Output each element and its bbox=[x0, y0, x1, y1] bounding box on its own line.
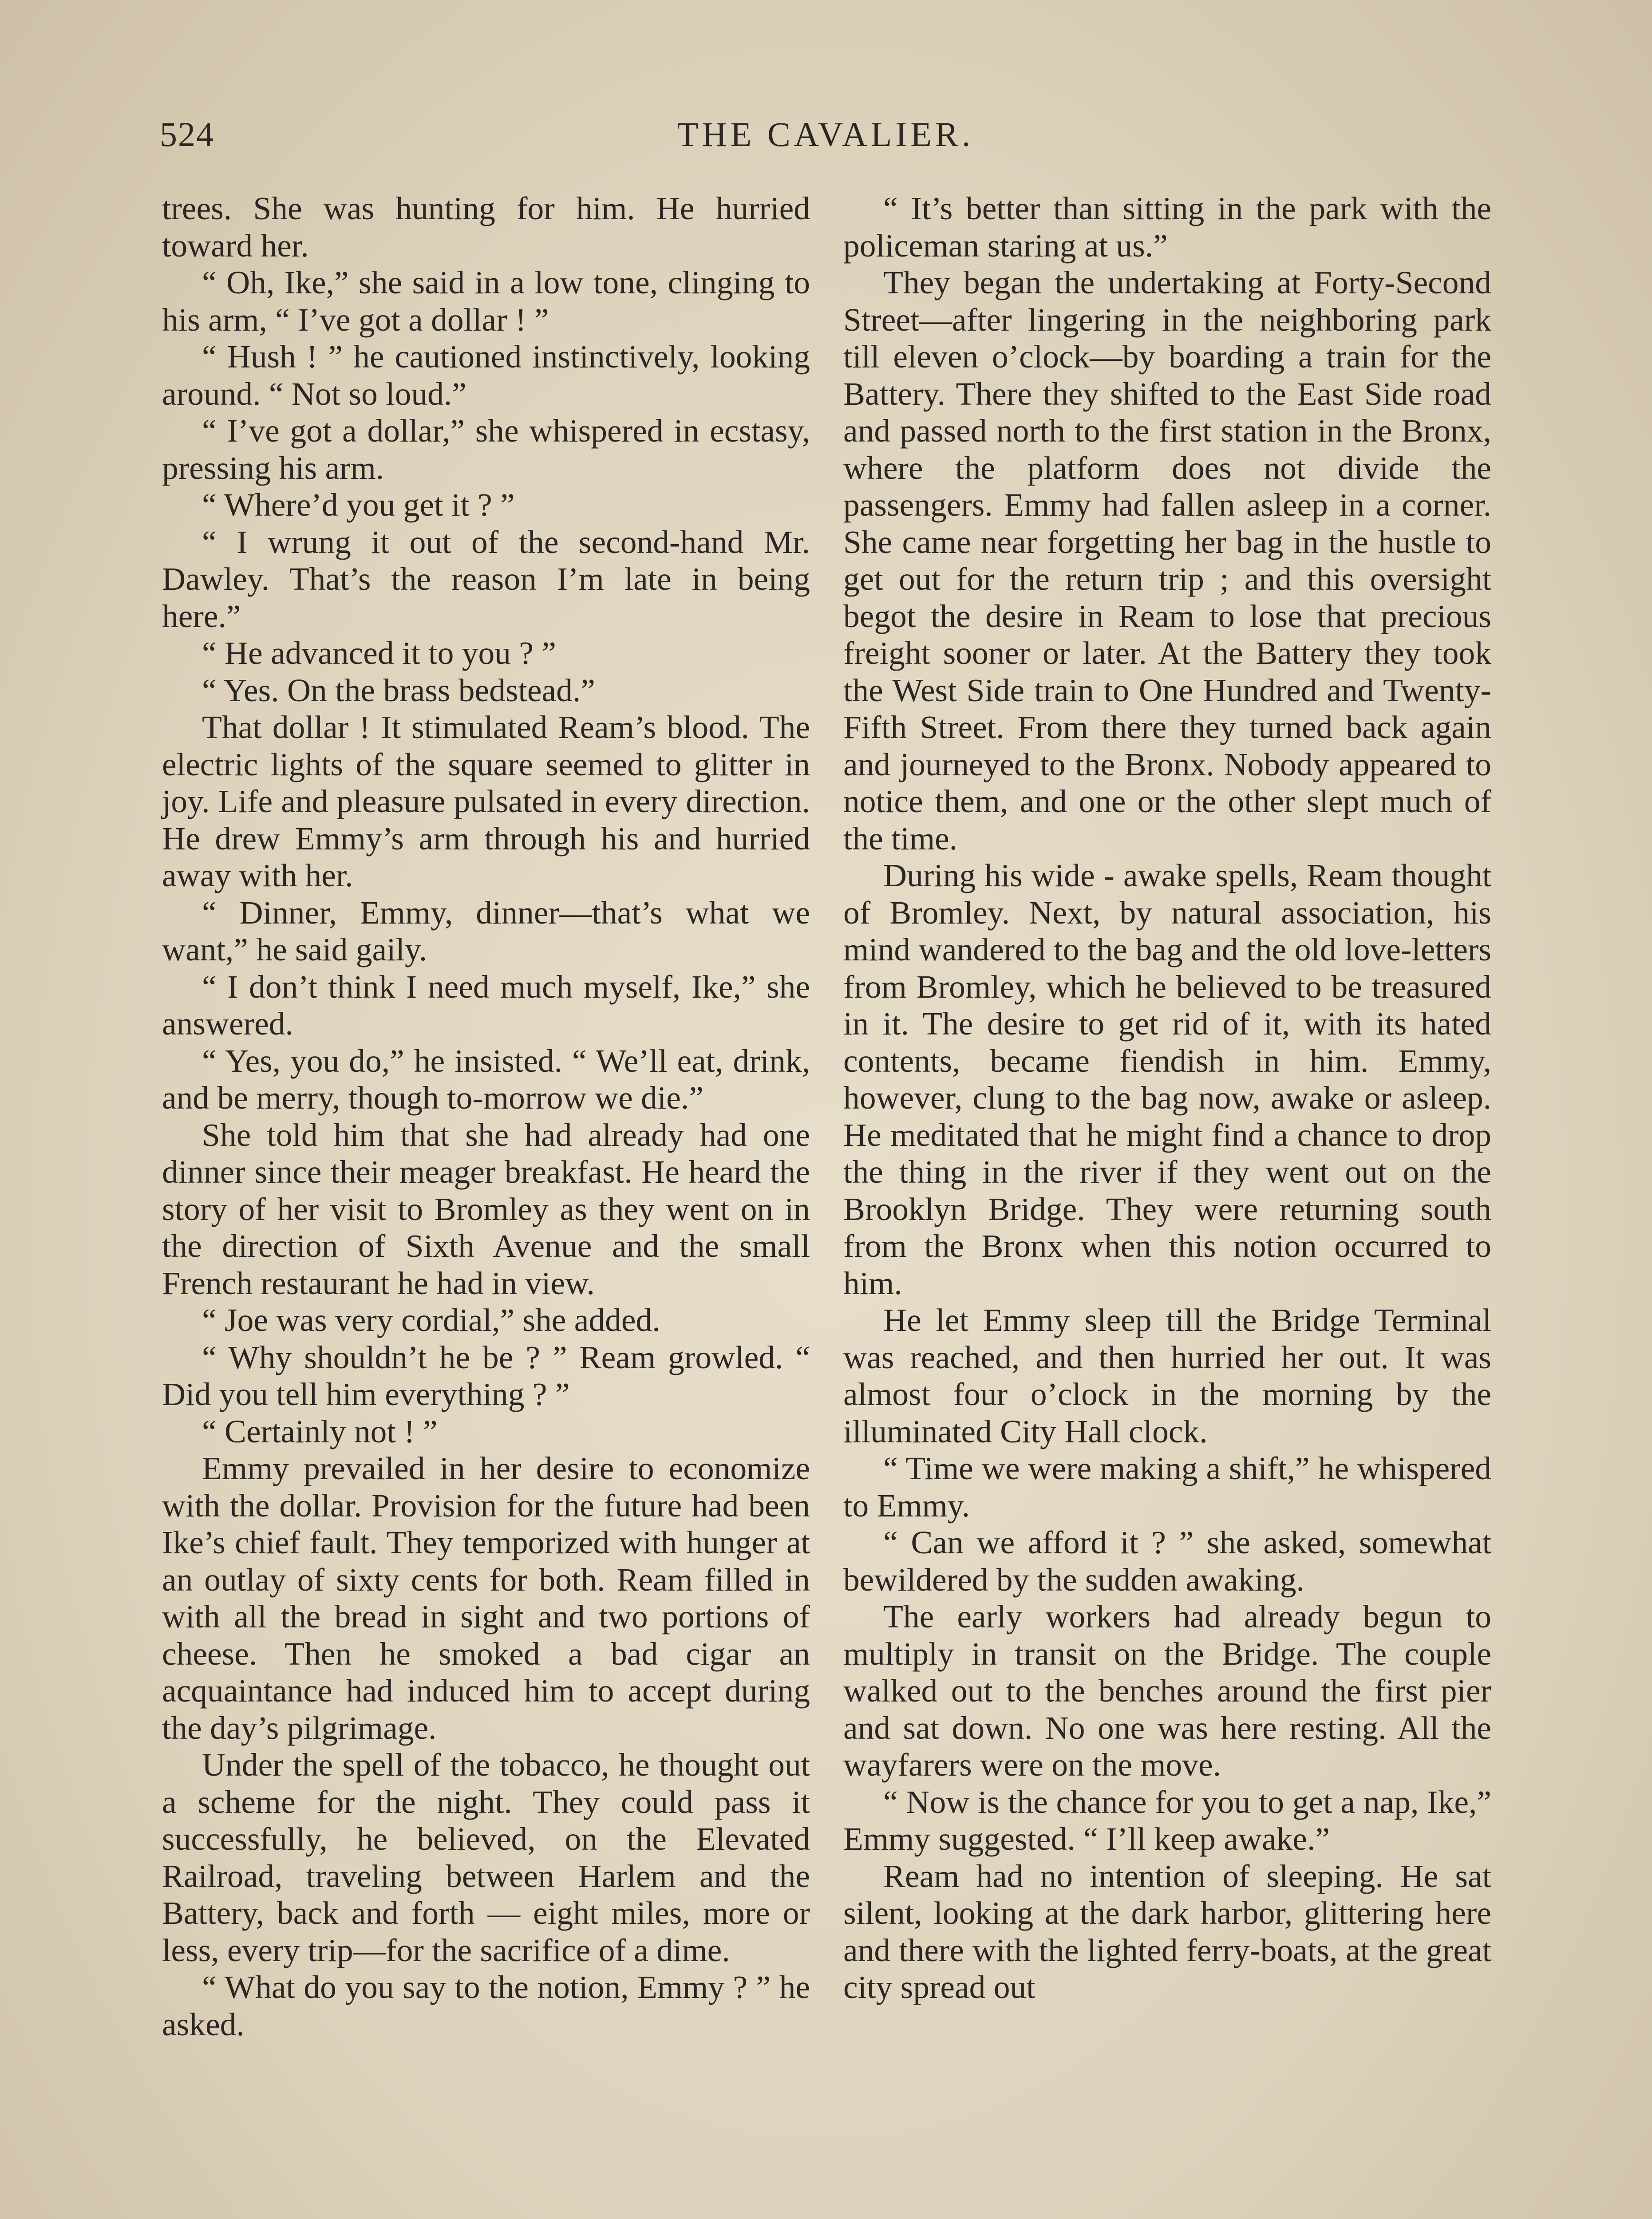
paragraph: Emmy prevailed in her desire to economize with the dollar. Provision for the future had been Ike’s chief fault. They temporized with hunger at an outlay of sixty cents for both. Ream filled in with all the bread in sight and two portions of cheese. Then he smoked a bad cigar an acquaintance had induced him to accept during the day’s pilgrimage. bbox=[162, 1450, 810, 1746]
running-head: THE CAVALIER. bbox=[677, 115, 974, 154]
page-header bbox=[160, 115, 1491, 163]
paragraph: Under the spell of the tobacco, he thought out a scheme for the night. They could pass it successfully, he believed, on the Elevated Railroad, traveling between Harlem and the Battery, back and forth — eight miles, more or less, every trip—for the sacrifice of a dime. bbox=[162, 1747, 810, 1968]
right-column bbox=[843, 190, 1491, 2006]
paragraph: “ Joe was very cordial,” she added. bbox=[202, 1302, 660, 1338]
paragraph: “ Oh, Ike,” she said in a low tone, clinging to his arm, “ I’ve got a dollar ! ” bbox=[162, 265, 810, 338]
paragraph: “ Certainly not ! ” bbox=[202, 1413, 438, 1449]
paragraph: That dollar ! It stimulated Ream’s blood. The electric lights of the square seemed to glitter in joy. Life and pleasure pulsated in every direction. He drew Emmy’s arm through his and hurried away with her. bbox=[162, 709, 810, 893]
paragraph: She told him that she had already had one dinner since their meager breakfast. He heard the story of her visit to Bromley as they went on in the direction of Sixth Avenue and the small French restaurant he had in view. bbox=[162, 1117, 810, 1301]
paragraph: “ Where’d you get it ? ” bbox=[202, 487, 515, 523]
paragraph: “ What do you say to the notion, Emmy ? ” he asked. bbox=[162, 1969, 810, 2042]
paragraph: He let Emmy sleep till the Bridge Terminal was reached, and then hurried her out. It was almost four o’clock in the morning by the illuminated City Hall clock. bbox=[843, 1302, 1491, 1449]
paragraph: “ Yes, you do,” he insisted. “ We’ll eat, drink, and be merry, though to-morrow we die.” bbox=[162, 1042, 810, 1116]
paragraph: “ Time we were making a shift,” he whispered to Emmy. bbox=[843, 1450, 1491, 1524]
left-column bbox=[162, 190, 810, 2043]
paragraph: During his wide - awake spells, Ream thought of Bromley. Next, by natural association, his mind wandered to the bag and the old love-letters from Bromley, which he believed to be treasured in it. The desire to get rid of it, with its hated contents, became fiendish in him. Emmy, however, clung to the bag now, awake or asleep. He meditated that he might find a chance to drop the thing in the river if they went out on the Brooklyn Bridge. They were returning south from the Bronx when this notion occurred to him. bbox=[843, 857, 1491, 1301]
paragraph: trees. She was hunting for him. He hurried toward her. bbox=[162, 190, 810, 264]
paragraph: The early workers had already begun to multiply in transit on the Bridge. The couple walked out to the benches around the first pier and sat down. No one was here resting. All the wayfarers were on the move. bbox=[843, 1599, 1491, 1783]
paragraph: Ream had no intention of sleeping. He sat silent, looking at the dark harbor, glittering here and there with the lighted ferry-boats, at the great city spread out bbox=[843, 1858, 1491, 2005]
paragraph: “ I’ve got a dollar,” she whispered in ecstasy, pressing his arm. bbox=[162, 413, 810, 486]
paragraph: “ Hush ! ” he cautioned instinctively, looking around. “ Not so loud.” bbox=[162, 339, 810, 412]
paragraph: “ It’s better than sitting in the park with the policeman staring at us.” bbox=[843, 190, 1491, 264]
paragraph: They began the undertaking at Forty-Second Street—after lingering in the neighboring park till eleven o’clock—by boarding a train for the Battery. There they shifted to the East Side road and passed north to the first station in the Bronx, where the platform does not divide the passengers. Emmy had fallen asleep in a corner. She came near forgetting her bag in the hustle to get out for the return trip ; and this oversight begot the desire in Ream to lose that precious freight sooner or later. At the Battery they took the West Side train to One Hundred and Twenty-Fifth Street. From there they turned back again and journeyed to the Bronx. Nobody appeared to notice them, and one or the other slept much of the time. bbox=[843, 265, 1491, 857]
paragraph: “ I don’t think I need much myself, Ike,” she answered. bbox=[162, 968, 810, 1042]
paragraph: “ Now is the chance for you to get a nap, Ike,” Emmy suggested. “ I’ll keep awake.” bbox=[843, 1784, 1491, 1857]
paragraph: “ Why shouldn’t he be ? ” Ream growled. “ Did you tell him everything ? ” bbox=[162, 1339, 810, 1412]
page-number: 524 bbox=[160, 115, 214, 154]
paragraph: “ Yes. On the brass bedstead.” bbox=[202, 672, 595, 708]
paragraph: “ Dinner, Emmy, dinner—that’s what we want,” he said gaily. bbox=[162, 894, 810, 967]
paragraph: “ He advanced it to you ? ” bbox=[202, 635, 556, 671]
paragraph: “ Can we afford it ? ” she asked, somewhat bewildered by the sudden awaking. bbox=[843, 1524, 1491, 1598]
paragraph: “ I wrung it out of the second-hand Mr. Dawley. That’s the reason I’m late in being here.” bbox=[162, 524, 810, 634]
